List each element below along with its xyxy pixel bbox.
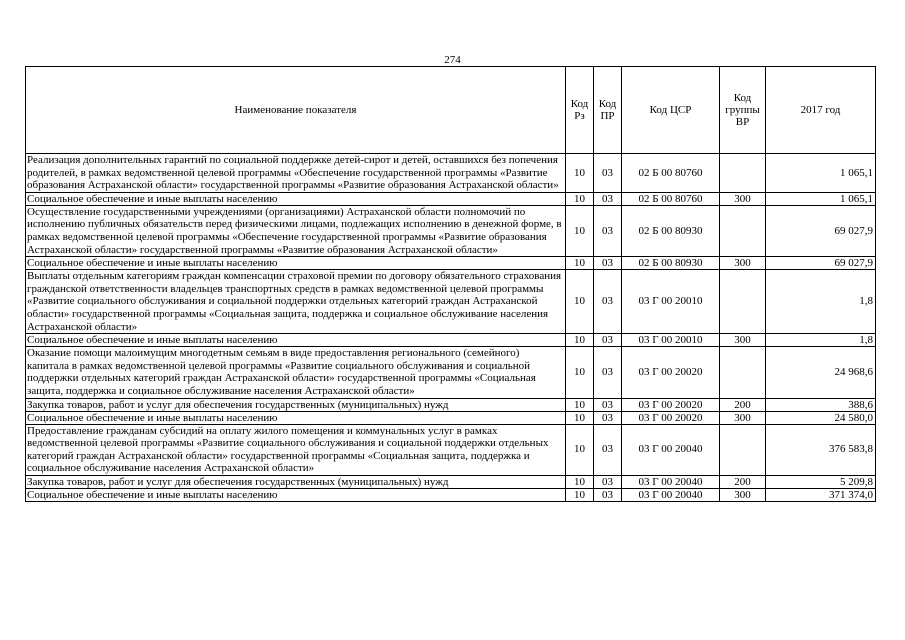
table-header-row <box>26 67 876 154</box>
cell-pr: 03 <box>594 488 622 501</box>
cell-amount: 376 583,8 <box>766 424 876 475</box>
header-pr: Код ПР <box>594 67 622 154</box>
cell-csr: 03 Г 00 20010 <box>622 334 720 347</box>
cell-csr: 03 Г 00 20010 <box>622 270 720 334</box>
cell-csr: 03 Г 00 20040 <box>622 475 720 488</box>
cell-name: Выплаты отдельным категориям граждан компенсации страховой премии по договору обязательного страхования гражданской ответственности владельцев транспортных средств в рамках ведомственной целевой программы «Развитие социального обслуживания и социальной поддержки отдельных категорий граждан Астраханской области» государственной программы «Социальная защита, поддержка и социальное обслуживание населения Астраханской области» <box>26 270 566 334</box>
cell-pr: 03 <box>594 192 622 205</box>
cell-csr: 02 Б 00 80930 <box>622 205 720 256</box>
cell-name: Закупка товаров, работ и услуг для обеспечения государственных (муниципальных) нужд <box>26 398 566 411</box>
cell-pr: 03 <box>594 411 622 424</box>
cell-rz: 10 <box>566 334 594 347</box>
cell-rz: 10 <box>566 192 594 205</box>
cell-pr: 03 <box>594 257 622 270</box>
cell-name: Реализация дополнительных гарантий по социальной поддержке детей-сирот и детей, оставшихся без попечения родителей, в рамках ведомственной целевой программы «Обеспечение государственной программы «Развитие образования Астраханской области» государственной программы «Развитие образования Астраханской области» <box>26 154 566 193</box>
cell-csr: 03 Г 00 20020 <box>622 398 720 411</box>
cell-pr: 03 <box>594 398 622 411</box>
cell-rz: 10 <box>566 398 594 411</box>
cell-rz: 10 <box>566 257 594 270</box>
cell-amount: 1 065,1 <box>766 154 876 193</box>
cell-pr: 03 <box>594 205 622 256</box>
cell-name: Социальное обеспечение и иные выплаты населению <box>26 334 566 347</box>
cell-amount: 24 968,6 <box>766 347 876 398</box>
cell-amount: 69 027,9 <box>766 205 876 256</box>
cell-rz: 10 <box>566 475 594 488</box>
cell-vr <box>720 347 766 398</box>
cell-name: Оказание помощи малоимущим многодетным семьям в виде предоставления регионального (семейного) капитала в рамках ведомственной целевой программы «Развитие социального обслуживания и социальной поддержки отдельных категорий граждан Астраханской области» государственной программы «Социальная защита, поддержка и социальное обслуживание населения Астраханской области» <box>26 347 566 398</box>
cell-vr <box>720 205 766 256</box>
cell-rz: 10 <box>566 270 594 334</box>
cell-csr: 03 Г 00 20020 <box>622 411 720 424</box>
cell-name: Социальное обеспечение и иные выплаты населению <box>26 411 566 424</box>
header-year: 2017 год <box>766 67 876 154</box>
table-row <box>26 334 876 347</box>
header-name: Наименование показателя <box>26 67 566 154</box>
cell-name: Предоставление гражданам субсидий на оплату жилого помещения и коммунальных услуг в рамках ведомственной целевой программы «Развитие социального обслуживания и социальной поддержки отдельных категорий граждан Астраханской области» государственной программы «Социальная защита, поддержка и социальное обслуживание населения Астраханской области» <box>26 424 566 475</box>
cell-amount: 24 580,0 <box>766 411 876 424</box>
cell-csr: 02 Б 00 80930 <box>622 257 720 270</box>
cell-pr: 03 <box>594 475 622 488</box>
cell-vr: 300 <box>720 411 766 424</box>
cell-csr: 02 Б 00 80760 <box>622 192 720 205</box>
cell-amount: 69 027,9 <box>766 257 876 270</box>
cell-csr: 03 Г 00 20020 <box>622 347 720 398</box>
table-row <box>26 488 876 501</box>
cell-vr: 300 <box>720 334 766 347</box>
cell-vr <box>720 270 766 334</box>
table-row <box>26 347 876 398</box>
budget-table <box>25 66 876 502</box>
cell-rz: 10 <box>566 154 594 193</box>
cell-amount: 1,8 <box>766 334 876 347</box>
cell-vr: 200 <box>720 398 766 411</box>
header-rz: Код Рз <box>566 67 594 154</box>
table-row <box>26 270 876 334</box>
cell-rz: 10 <box>566 488 594 501</box>
cell-pr: 03 <box>594 424 622 475</box>
cell-rz: 10 <box>566 347 594 398</box>
page-number: 274 <box>444 54 461 66</box>
cell-amount: 388,6 <box>766 398 876 411</box>
table-row <box>26 398 876 411</box>
table-row <box>26 205 876 256</box>
cell-name: Социальное обеспечение и иные выплаты населению <box>26 488 566 501</box>
cell-pr: 03 <box>594 334 622 347</box>
cell-amount: 1 065,1 <box>766 192 876 205</box>
cell-pr: 03 <box>594 347 622 398</box>
cell-name: Социальное обеспечение и иные выплаты населению <box>26 192 566 205</box>
cell-vr: 300 <box>720 257 766 270</box>
header-vr: Код группы ВР <box>720 67 766 154</box>
cell-vr: 300 <box>720 488 766 501</box>
cell-amount: 5 209,8 <box>766 475 876 488</box>
cell-pr: 03 <box>594 154 622 193</box>
cell-name: Социальное обеспечение и иные выплаты населению <box>26 257 566 270</box>
table-row <box>26 475 876 488</box>
cell-amount: 1,8 <box>766 270 876 334</box>
table-row <box>26 424 876 475</box>
cell-vr <box>720 424 766 475</box>
cell-name: Закупка товаров, работ и услуг для обеспечения государственных (муниципальных) нужд <box>26 475 566 488</box>
cell-name: Осуществление государственными учреждениями (организациями) Астраханской области полномочий по исполнению публичных обязательств перед физическими лицами, подлежащих исполнению в денежной форме, в рамках ведомственной целевой программы «Обеспечение государственной программы «Развитие образования Астраханской области» государственной программы «Развитие образования Астраханской области» <box>26 205 566 256</box>
cell-csr: 02 Б 00 80760 <box>622 154 720 193</box>
cell-amount: 371 374,0 <box>766 488 876 501</box>
cell-rz: 10 <box>566 411 594 424</box>
cell-vr <box>720 154 766 193</box>
cell-rz: 10 <box>566 205 594 256</box>
cell-pr: 03 <box>594 270 622 334</box>
table-row <box>26 154 876 193</box>
table-row <box>26 192 876 205</box>
cell-vr: 200 <box>720 475 766 488</box>
table-row <box>26 257 876 270</box>
table-row <box>26 411 876 424</box>
cell-vr: 300 <box>720 192 766 205</box>
header-csr: Код ЦСР <box>622 67 720 154</box>
cell-csr: 03 Г 00 20040 <box>622 488 720 501</box>
cell-csr: 03 Г 00 20040 <box>622 424 720 475</box>
cell-rz: 10 <box>566 424 594 475</box>
